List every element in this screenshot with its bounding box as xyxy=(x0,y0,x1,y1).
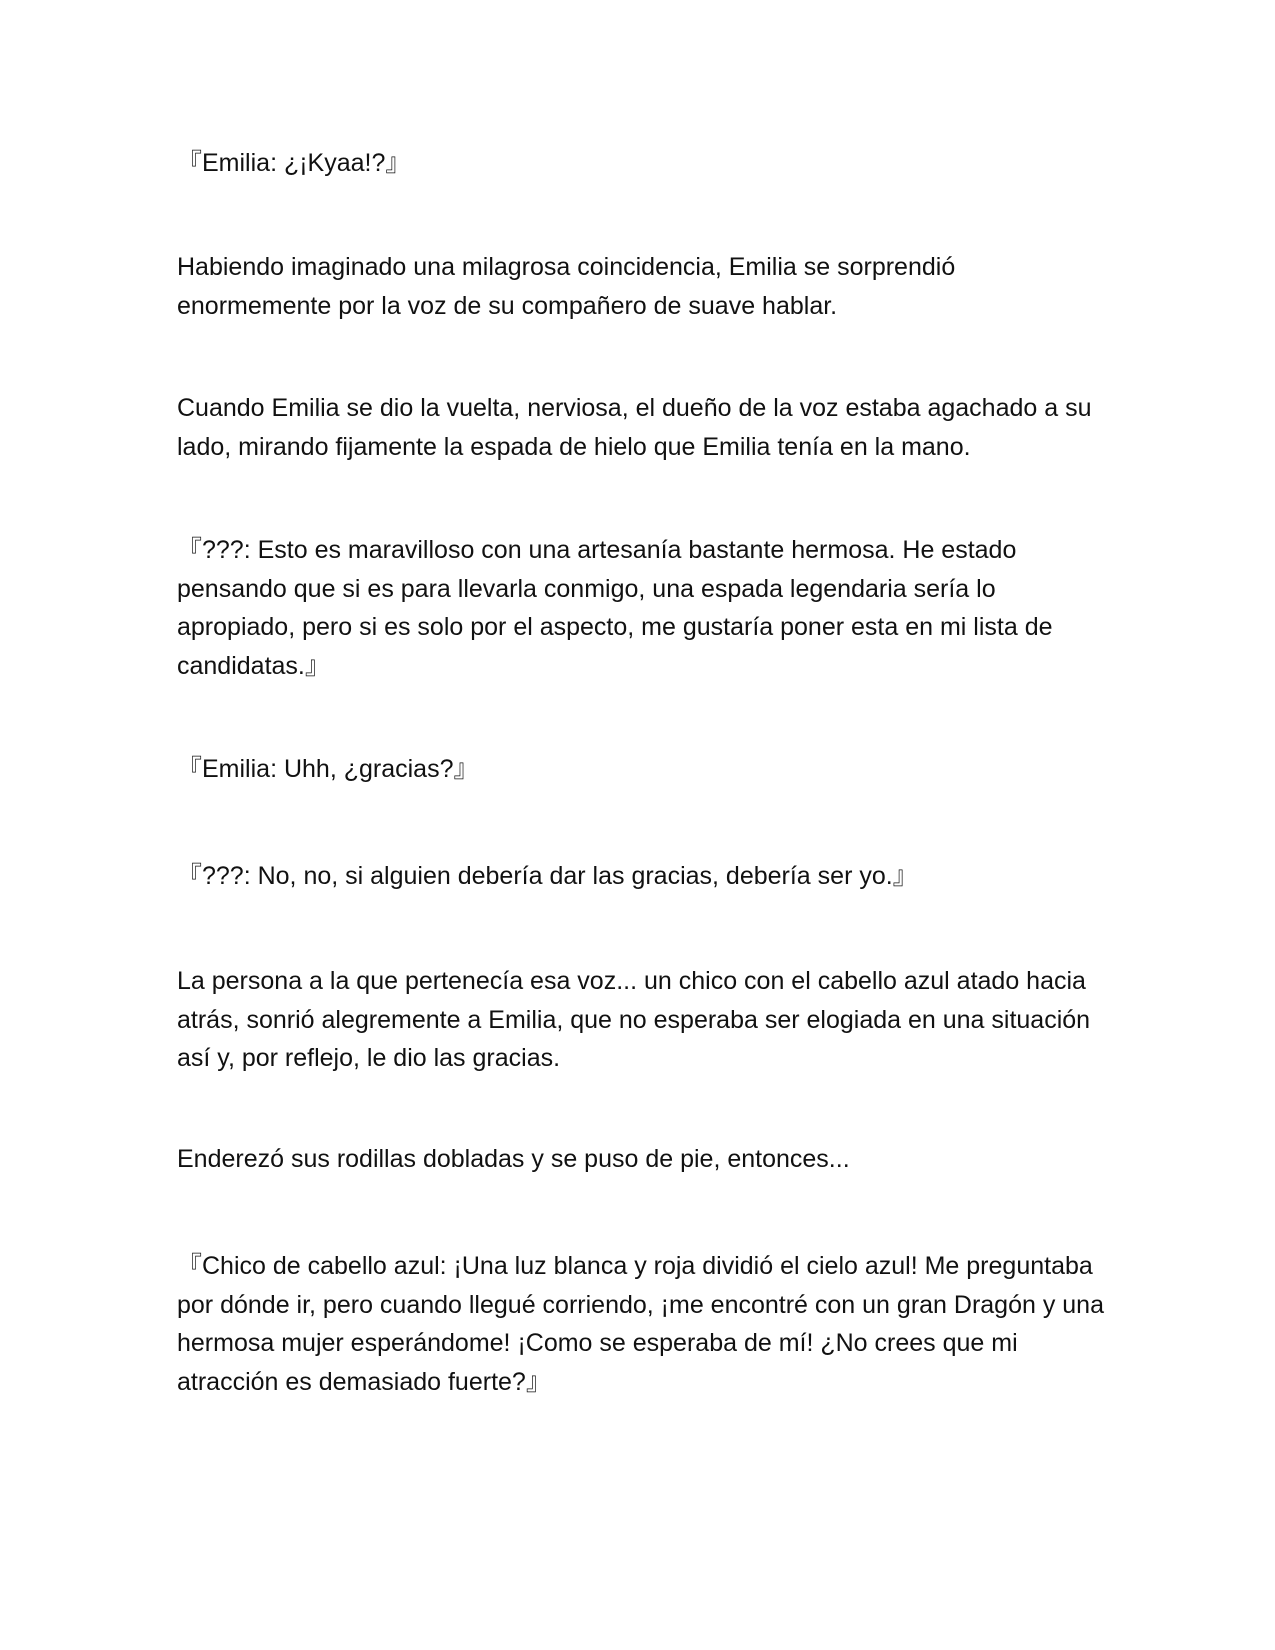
paragraph-dialogue-blue-hair-boy: 『Chico de cabello azul: ¡Una luz blanca y roja dividió el cielo azul! Me preguntaba por dónde ir, pero cuando llegué corriendo, ¡me encontré con un gran Dragón y una hermosa mujer esperándome! ¡Como se esperaba de mí! ¿No crees que mi atracción es demasiado fuerte?』 xyxy=(177,1252,1104,1396)
paragraph-narration-stand-up: Enderezó sus rodillas dobladas y se puso de pie, entonces... xyxy=(177,1145,850,1173)
paragraph-dialogue-emilia-thanks: 『Emilia: Uhh, ¿gracias?』 xyxy=(177,755,479,783)
paragraph-narration-blue-hair-boy: La persona a la que pertenecía esa voz... un chico con el cabello azul atado hacia atrás, sonrió alegremente a Emilia, que no esperaba ser elogiada en una situación así y, por reflejo, le dio las gracias. xyxy=(177,967,1091,1072)
paragraph-narration-surprise: Habiendo imaginado una milagrosa coincidencia, Emilia se sorprendió enormemente por la voz de su compañero de suave hablar. xyxy=(177,253,956,320)
paragraph-dialogue-stranger-sword: 『???: Esto es maravilloso con una artesanía bastante hermosa. He estado pensando que si es para llevarla conmigo, una espada legendaria sería lo apropiado, pero si es solo por el aspecto, me gustaría poner esta en mi lista de candidatas.』 xyxy=(177,536,1053,680)
paragraph-narration-turn-around: Cuando Emilia se dio la vuelta, nerviosa, el dueño de la voz estaba agachado a su lado, mirando fijamente la espada de hielo que Emilia tenía en la mano. xyxy=(177,394,1092,461)
paragraph-dialogue-emilia-kyaa: 『Emilia: ¿¡Kyaa!?』 xyxy=(177,149,411,177)
paragraph-dialogue-stranger-thanks: 『???: No, no, si alguien debería dar las gracias, debería ser yo.』 xyxy=(177,862,918,890)
